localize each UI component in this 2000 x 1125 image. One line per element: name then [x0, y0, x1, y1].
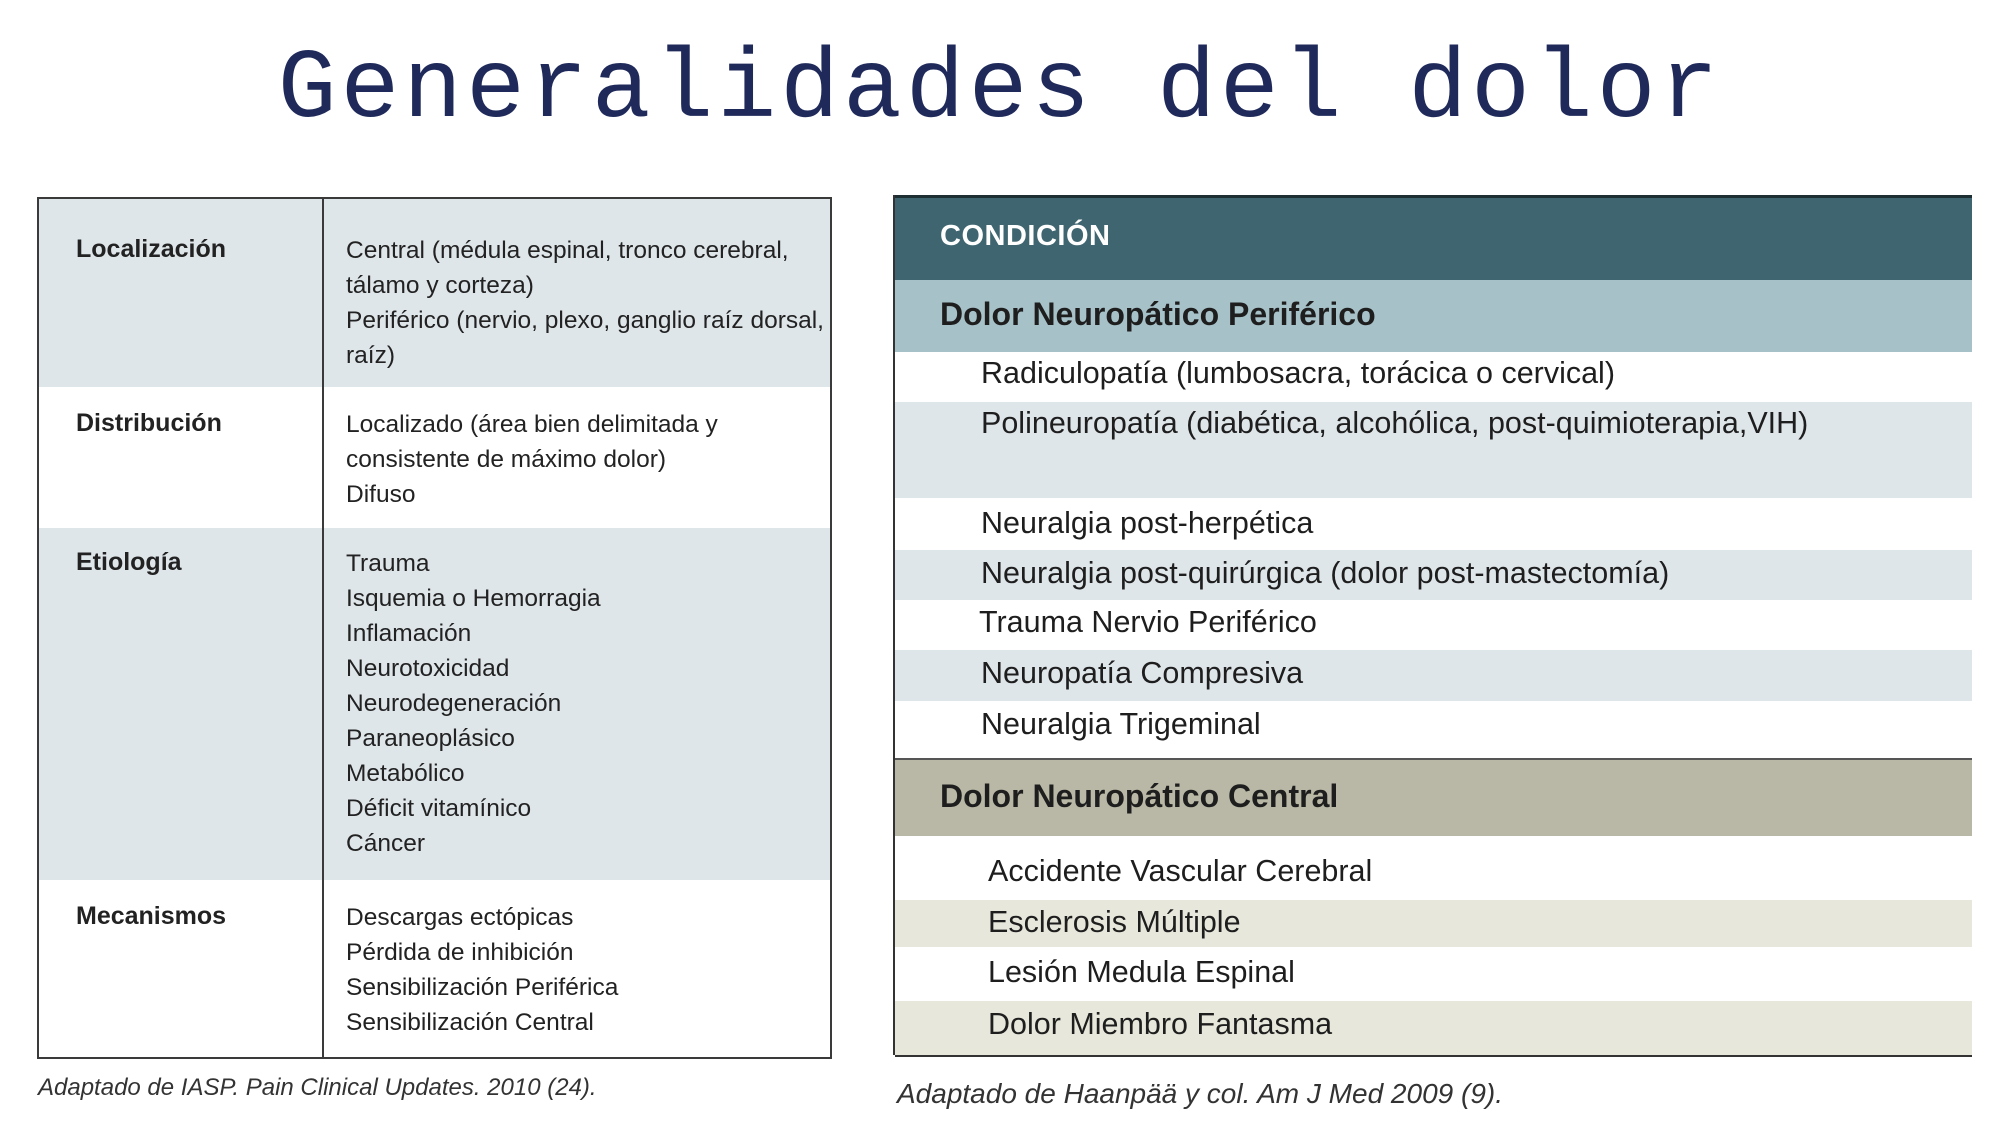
item-label: Neuralgia post-quirúrgica (dolor post-mastectomía) — [981, 556, 1670, 590]
row-value: Trauma — [346, 550, 430, 577]
list-item — [895, 650, 1972, 701]
row-values — [346, 407, 810, 512]
row-value: Neurotoxicidad — [346, 655, 510, 682]
row-value: Paraneoplásico — [346, 725, 515, 752]
table-row-etiologia — [39, 528, 830, 880]
row-value: Difuso — [346, 481, 416, 508]
table-row-mecanismos — [39, 880, 830, 1057]
item-label: Polineuropatía (diabética, alcohólica, post-quimioterapia,VIH) — [981, 406, 1809, 440]
table-row-distribucion — [39, 387, 830, 528]
row-value: Metabólico — [346, 760, 465, 787]
row-value: Pérdida de inhibición — [346, 939, 574, 966]
table-row-localizacion — [39, 199, 830, 387]
column-divider — [322, 199, 324, 1057]
pain-characteristics-table — [37, 197, 832, 1059]
list-item — [895, 900, 1972, 947]
item-label: Trauma Nervio Periférico — [979, 605, 1317, 639]
list-item — [895, 947, 1972, 1001]
row-key: Mecanismos — [76, 902, 227, 930]
list-item — [895, 1001, 1972, 1055]
row-value: Descargas ectópicas — [346, 904, 574, 931]
row-value: Isquemia o Hemorragia — [346, 585, 601, 612]
list-item — [895, 402, 1972, 498]
section-title: Dolor Neuropático Central — [940, 778, 1339, 814]
row-key: Localización — [76, 235, 227, 263]
table-header — [895, 195, 1972, 280]
neuropathic-conditions-table — [893, 195, 1972, 1055]
item-label: Dolor Miembro Fantasma — [988, 1007, 1333, 1041]
item-label: Esclerosis Múltiple — [988, 905, 1241, 939]
row-value: Sensibilización Periférica — [346, 974, 619, 1001]
list-item — [895, 352, 1972, 402]
row-value: Inflamación — [346, 620, 472, 647]
item-label: Radiculopatía (lumbosacra, torácica o cervical) — [981, 356, 1615, 390]
table-bottom-border — [895, 1055, 1972, 1057]
list-item — [895, 600, 1972, 650]
row-value: Déficit vitamínico — [346, 795, 532, 822]
item-label: Neuralgia post-herpética — [981, 506, 1314, 540]
page-title: Generalidades del dolor — [277, 35, 1723, 146]
row-values — [346, 233, 824, 373]
item-label: Lesión Medula Espinal — [988, 955, 1295, 989]
item-label: Accidente Vascular Cerebral — [988, 854, 1373, 888]
section-central — [895, 758, 1972, 836]
row-key: Etiología — [76, 548, 182, 576]
item-label: Neuropatía Compresiva — [981, 656, 1304, 690]
row-value: Sensibilización Central — [346, 1009, 594, 1036]
row-value: raíz) — [346, 342, 395, 369]
section-title: Dolor Neuropático Periférico — [940, 296, 1376, 332]
row-value: Central (médula espinal, tronco cerebral, — [346, 237, 789, 264]
right-table-caption: Adaptado de Haanpää y col. Am J Med 2009 (9). — [897, 1078, 1503, 1109]
row-value: consistente de máximo dolor) — [346, 446, 667, 473]
row-value: Neurodegeneración — [346, 690, 562, 717]
row-value: Localizado (área bien delimitada y — [346, 411, 718, 438]
header-label: CONDICIÓN — [940, 220, 1111, 252]
list-item — [895, 550, 1972, 600]
row-value: Cáncer — [346, 830, 425, 857]
section-peripheral — [895, 280, 1972, 352]
row-values — [346, 546, 810, 861]
left-table-caption: Adaptado de IASP. Pain Clinical Updates. 2010 (24). — [38, 1074, 597, 1101]
list-item — [895, 498, 1972, 550]
row-values — [346, 900, 810, 1040]
row-value: Periférico (nervio, plexo, ganglio raíz dorsal, — [346, 307, 824, 334]
list-item — [895, 701, 1972, 758]
list-item — [895, 836, 1972, 900]
row-value: tálamo y corteza) — [346, 272, 534, 299]
row-key: Distribución — [76, 409, 222, 437]
item-label: Neuralgia Trigeminal — [981, 707, 1261, 741]
